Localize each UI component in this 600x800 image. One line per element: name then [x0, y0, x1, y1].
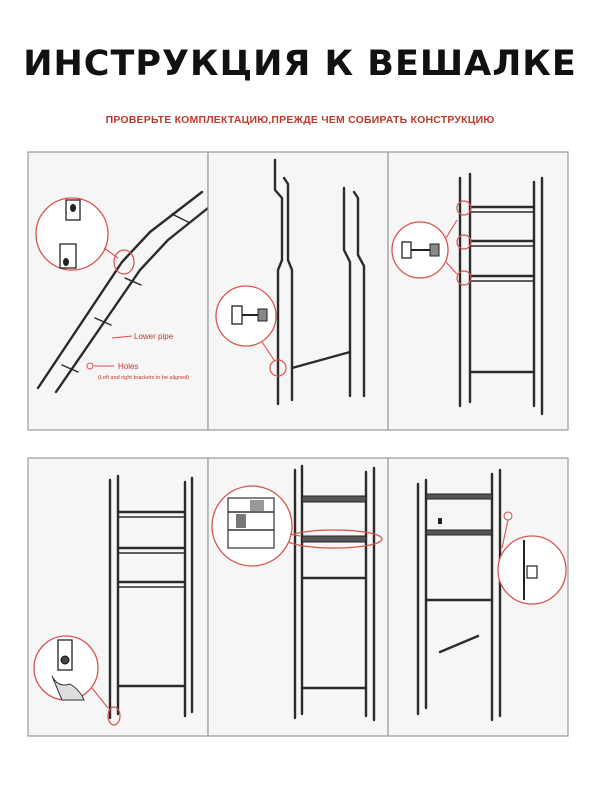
rail-foot [58, 640, 72, 670]
step-1-frame [28, 152, 208, 430]
step-6-panel [388, 458, 568, 736]
lower-pipe-label: Lower pipe [134, 332, 174, 341]
step-2-panel [208, 152, 388, 430]
pipe-hole [70, 204, 76, 212]
page-title: ИНСТРУКЦИЯ К ВЕШАЛКЕ [23, 44, 577, 84]
holes-label: Holes [118, 362, 139, 371]
middle-shelf [426, 530, 492, 535]
mini-item [250, 500, 264, 511]
screw-hole [61, 656, 69, 664]
clip-detail [527, 566, 537, 578]
hook [438, 518, 442, 524]
page-subtitle: ПРОВЕРЬТЕ КОМПЛЕКТАЦИЮ,ПРЕЖДЕ ЧЕМ СОБИРАТЬ КОНСТРУКЦИЮ [105, 114, 495, 126]
pipe-end [232, 306, 242, 324]
middle-shelf [302, 536, 366, 542]
holes-note: (Left and right brackets to be aligned) [98, 375, 190, 381]
step-5-panel [208, 458, 388, 736]
upper-shelf [426, 494, 492, 499]
pipe-end [402, 242, 411, 258]
connector-nut [258, 309, 267, 321]
pipe-hole [63, 258, 69, 266]
step-4-panel [28, 458, 208, 736]
connector-nut [430, 244, 439, 256]
step-1-panel [28, 152, 208, 430]
mini-item [236, 514, 246, 528]
upper-shelf [302, 496, 366, 502]
step-3-panel [388, 152, 568, 430]
